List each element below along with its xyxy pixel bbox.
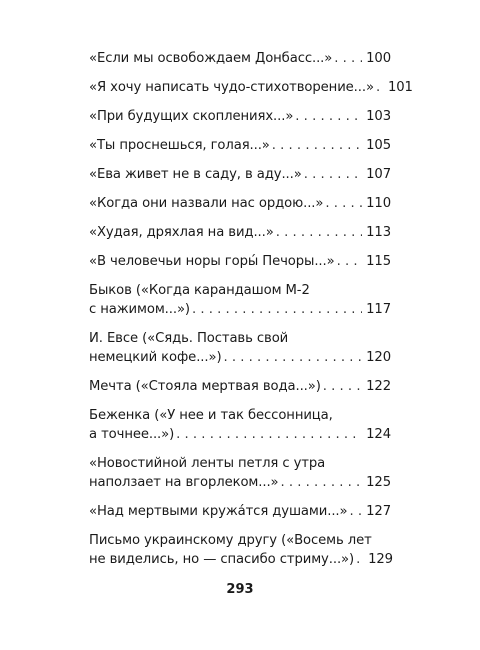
toc-entry-row bbox=[89, 107, 391, 126]
dot-leader bbox=[334, 49, 362, 68]
toc-entry-title: не виделись, но — спасибо стриму...») bbox=[89, 552, 355, 567]
toc-entry-page: 115 bbox=[366, 254, 391, 269]
dot-leader bbox=[376, 78, 384, 97]
dot-leader bbox=[223, 348, 362, 367]
toc-entry-page: 100 bbox=[366, 51, 391, 66]
toc-entry-page: 101 bbox=[387, 80, 413, 95]
toc-entry-row bbox=[89, 223, 391, 242]
dot-leader bbox=[281, 473, 363, 492]
page-number: 293 bbox=[226, 582, 254, 597]
toc-entry-row bbox=[89, 550, 391, 569]
dot-leader bbox=[356, 550, 364, 569]
toc-entry-title: а точнее...») bbox=[89, 427, 175, 442]
toc-entry-title: наползает на вгорлеком...» bbox=[89, 475, 279, 490]
toc-entry bbox=[89, 281, 391, 319]
toc-entry-title: «Ты проснешься, голая...» bbox=[89, 138, 270, 153]
toc-entry-page: 120 bbox=[366, 350, 391, 365]
toc-entry-title-line: «Новостийной ленты петля с утра bbox=[89, 456, 326, 471]
toc-entry-title: «Худая, дряхлая на вид...» bbox=[89, 225, 274, 240]
toc-entry-title: с нажимом...») bbox=[89, 302, 190, 317]
toc-entry-page: 117 bbox=[366, 302, 391, 317]
toc-entry-page: 105 bbox=[366, 138, 391, 153]
toc-entry-title: «Ева живет не в саду, в аду...» bbox=[89, 167, 302, 182]
toc-entry bbox=[89, 49, 391, 68]
toc-entry bbox=[89, 454, 391, 492]
toc-entry bbox=[89, 252, 391, 271]
dot-leader bbox=[349, 502, 362, 521]
toc-entry-page: 122 bbox=[366, 379, 391, 394]
dot-leader bbox=[176, 425, 362, 444]
toc-entry-title: «Я хочу написать чудо-стихотворение...» bbox=[89, 80, 374, 95]
dot-leader bbox=[323, 377, 362, 396]
dot-leader bbox=[276, 223, 362, 242]
toc-entry bbox=[89, 136, 391, 155]
toc-entry-page: 113 bbox=[366, 225, 391, 240]
toc-entry-title: «В человечьи норы горы́ Печоры...» bbox=[89, 254, 335, 269]
dot-leader bbox=[192, 300, 362, 319]
toc-entry bbox=[89, 406, 391, 444]
toc-entry bbox=[89, 78, 413, 97]
toc-entry-page: 127 bbox=[366, 504, 391, 519]
dot-leader bbox=[295, 107, 362, 126]
toc-entry-page: 125 bbox=[366, 475, 391, 490]
toc-entry-row bbox=[89, 425, 391, 444]
toc-entry-title: «Над мертвыми кружа́тся душами...» bbox=[89, 504, 348, 519]
toc-entry-title-line: Беженка («У нее и так бессонница, bbox=[89, 408, 333, 423]
toc-entry-title: Мечта («Стояла мертвая вода...») bbox=[89, 379, 321, 394]
dot-leader bbox=[325, 194, 362, 213]
toc-entry bbox=[89, 502, 391, 521]
toc-entry-page: 124 bbox=[366, 427, 391, 442]
toc-entry bbox=[89, 377, 391, 396]
toc-entry-page: 110 bbox=[366, 196, 391, 211]
toc-entry-row bbox=[89, 78, 413, 97]
toc-entry-row bbox=[89, 473, 391, 492]
toc-entry-title: «Когда они назвали нас ордою...» bbox=[89, 196, 324, 211]
toc-entry-title: немецкий кофе...») bbox=[89, 350, 222, 365]
dot-leader bbox=[272, 136, 362, 155]
toc-entry-title-line: Письмо украинскому другу («Восемь лет bbox=[89, 533, 372, 548]
toc-entry-row bbox=[89, 348, 391, 367]
toc-entry-row bbox=[89, 49, 391, 68]
dot-leader bbox=[304, 165, 362, 184]
toc-entry-row bbox=[89, 194, 391, 213]
toc-entry-row bbox=[89, 300, 391, 319]
toc-entry-title: «Если мы освобождаем Донбасс...» bbox=[89, 51, 333, 66]
toc-entry bbox=[89, 223, 391, 242]
toc-entry-row bbox=[89, 377, 391, 396]
toc-entry-title-line: И. Евсе («Сядь. Поставь свой bbox=[89, 331, 289, 346]
toc-entry bbox=[89, 194, 391, 213]
toc-entry-row bbox=[89, 165, 391, 184]
toc-entry bbox=[89, 107, 391, 126]
toc-entry-title-line: Быков («Когда карандашом М-2 bbox=[89, 283, 310, 298]
toc-entry-page: 107 bbox=[366, 167, 391, 182]
toc-entry bbox=[89, 329, 391, 367]
toc-entry-row bbox=[89, 502, 391, 521]
table-of-contents bbox=[89, 49, 413, 579]
toc-entry bbox=[89, 165, 391, 184]
toc-entry-page: 103 bbox=[366, 109, 391, 124]
dot-leader bbox=[337, 252, 363, 271]
toc-entry-row bbox=[89, 136, 391, 155]
toc-entry bbox=[89, 531, 391, 569]
toc-entry-page: 129 bbox=[368, 552, 393, 567]
toc-entry-title: «При будущих скоплениях...» bbox=[89, 109, 294, 124]
toc-entry-row bbox=[89, 252, 391, 271]
